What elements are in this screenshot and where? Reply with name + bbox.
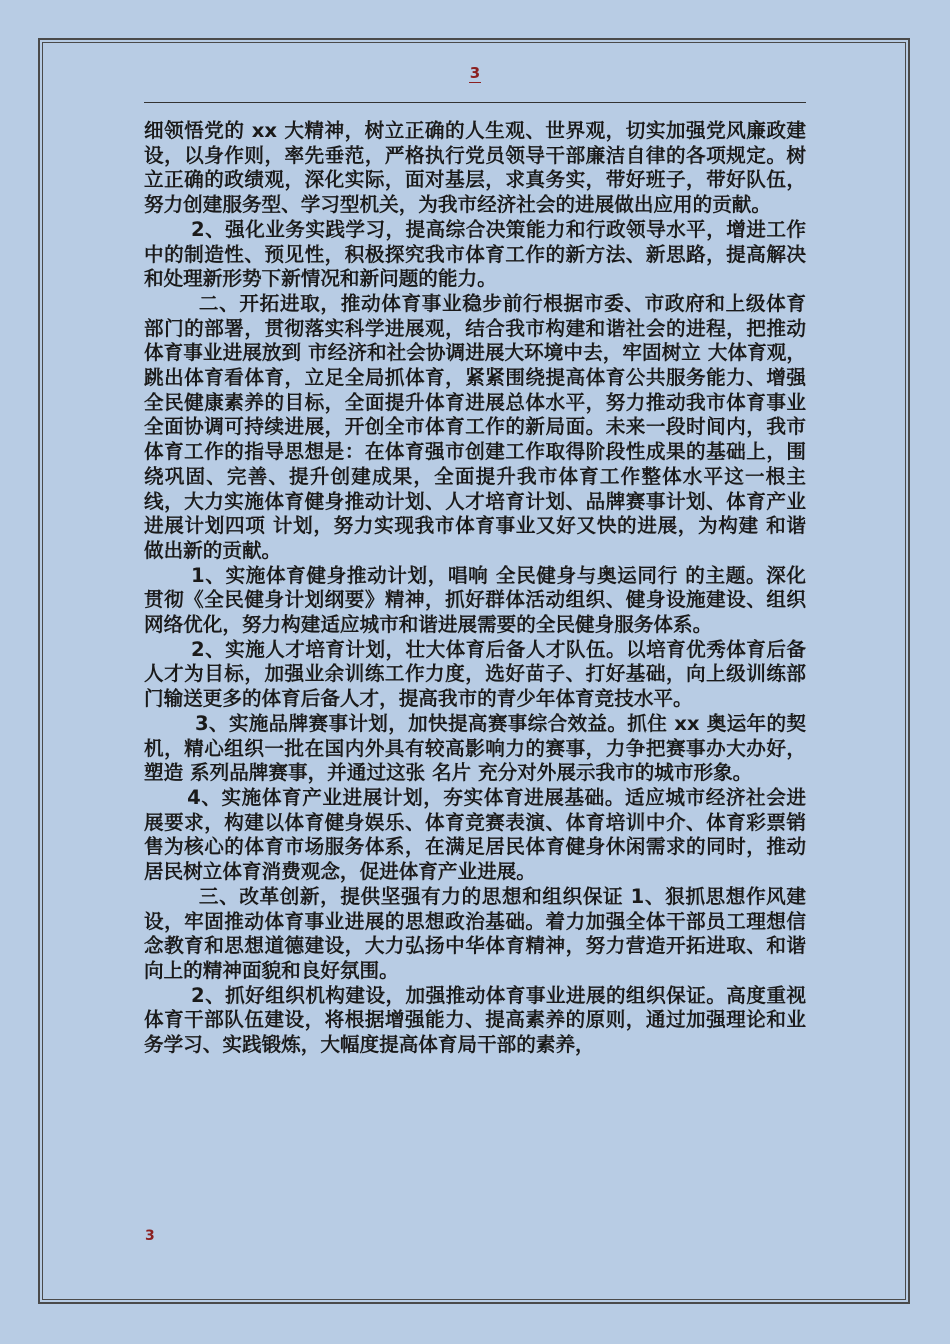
paragraph: 三、改革创新，提供坚强有力的思想和组织保证 1、狠抓思想作风建设，牢固推动体育事业进展的思想政治基础。着力加强全体干部员工理想信念教育和思想道德建设，大力弘扬中华体育精神，努力营造开拓进取、和谐向上的精神面貌和良好氛围。	[144, 884, 806, 982]
header-page-number	[0, 64, 950, 82]
header-rule	[144, 102, 806, 103]
paragraph: 细领悟党的 xx 大精神，树立正确的人生观、世界观，切实加强党风廉政建设，以身作则，率先垂范，严格执行党员领导干部廉洁自律的各项规定。树立正确的政绩观，深化实际，面对基层，求真务实，带好班子，带好队伍，努力创建服务型、学习型机关，为我市经济社会的进展做出应用的贡献。	[144, 119, 806, 217]
document-body	[144, 119, 806, 1058]
header-page-number-text: 3	[469, 64, 481, 82]
footer-page-number: 3	[145, 1228, 155, 1244]
paragraph: 4、实施体育产业进展计划，夯实体育进展基础。适应城市经济社会进展要求，构建以体育健身娱乐、体育竞赛表演、体育培训中介、体育彩票销售为核心的体育市场服务体系，在满足居民体育健身休闲需求的同时，推动居民树立体育消费观念，促进体育产业进展。	[144, 785, 806, 884]
paragraph: 1、实施体育健身推动计划，唱响 全民健身与奥运同行 的主题。深化贯彻《全民健身计划纲要》精神，抓好群体活动组织、健身设施建设、组织网络优化，努力构建适应城市和谐进展需要的全民健身服务体系。	[144, 563, 806, 637]
paragraph: 2、实施人才培育计划，壮大体育后备人才队伍。以培育优秀体育后备人才为目标，加强业余训练工作力度，选好苗子、打好基础，向上级训练部门输送更多的体育后备人才，提高我市的青少年体育竞技水平。	[144, 637, 806, 711]
paragraph: 2、抓好组织机构建设，加强推动体育事业进展的组织保证。高度重视体育干部队伍建设，将根据增强能力、提高素养的原则，通过加强理论和业务学习、实践锻炼，大幅度提高体育局干部的素养，	[144, 983, 806, 1057]
paragraph: 二、开拓进取，推动体育事业稳步前行根据市委、市政府和上级体育部门的部署，贯彻落实科学进展观，结合我市构建和谐社会的进程，把推动体育事业进展放到 市经济和社会协调进展大环境中去，牢固树立 大体育观，跳出体育看体育，立足全局抓体育，紧紧围绕提高体育公共服务能力、增强全民健康素养的目标，全面提升体育进展总体水平，努力推动我市体育事业全面协调可持续进展，开创全市体育工作的新局面。未来一段时间内，我市体育工作的指导思想是：在体育强市创建工作取得阶段性成果的基础上，围绕巩固、完善、提升创建成果，全面提升我市体育工作整体水平这一根主线，大力实施体育健身推动计划、人才培育计划、品牌赛事计划、体育产业进展计划四项 计划，努力实现我市体育事业又好又快的进展，为构建 和谐 做出新的贡献。	[144, 291, 806, 562]
paragraph: 2、强化业务实践学习，提高综合决策能力和行政领导水平，增进工作中的制造性、预见性，积极探究我市体育工作的新方法、新思路，提高解决和处理新形势下新情况和新问题的能力。	[144, 217, 806, 291]
paragraph: 3、实施品牌赛事计划，加快提高赛事综合效益。抓住 xx 奥运年的契机，精心组织一批在国内外具有较高影响力的赛事，力争把赛事办大办好，塑造 系列品牌赛事，并通过这张 名片 充分对外展示我市的城市形象。	[144, 711, 806, 785]
